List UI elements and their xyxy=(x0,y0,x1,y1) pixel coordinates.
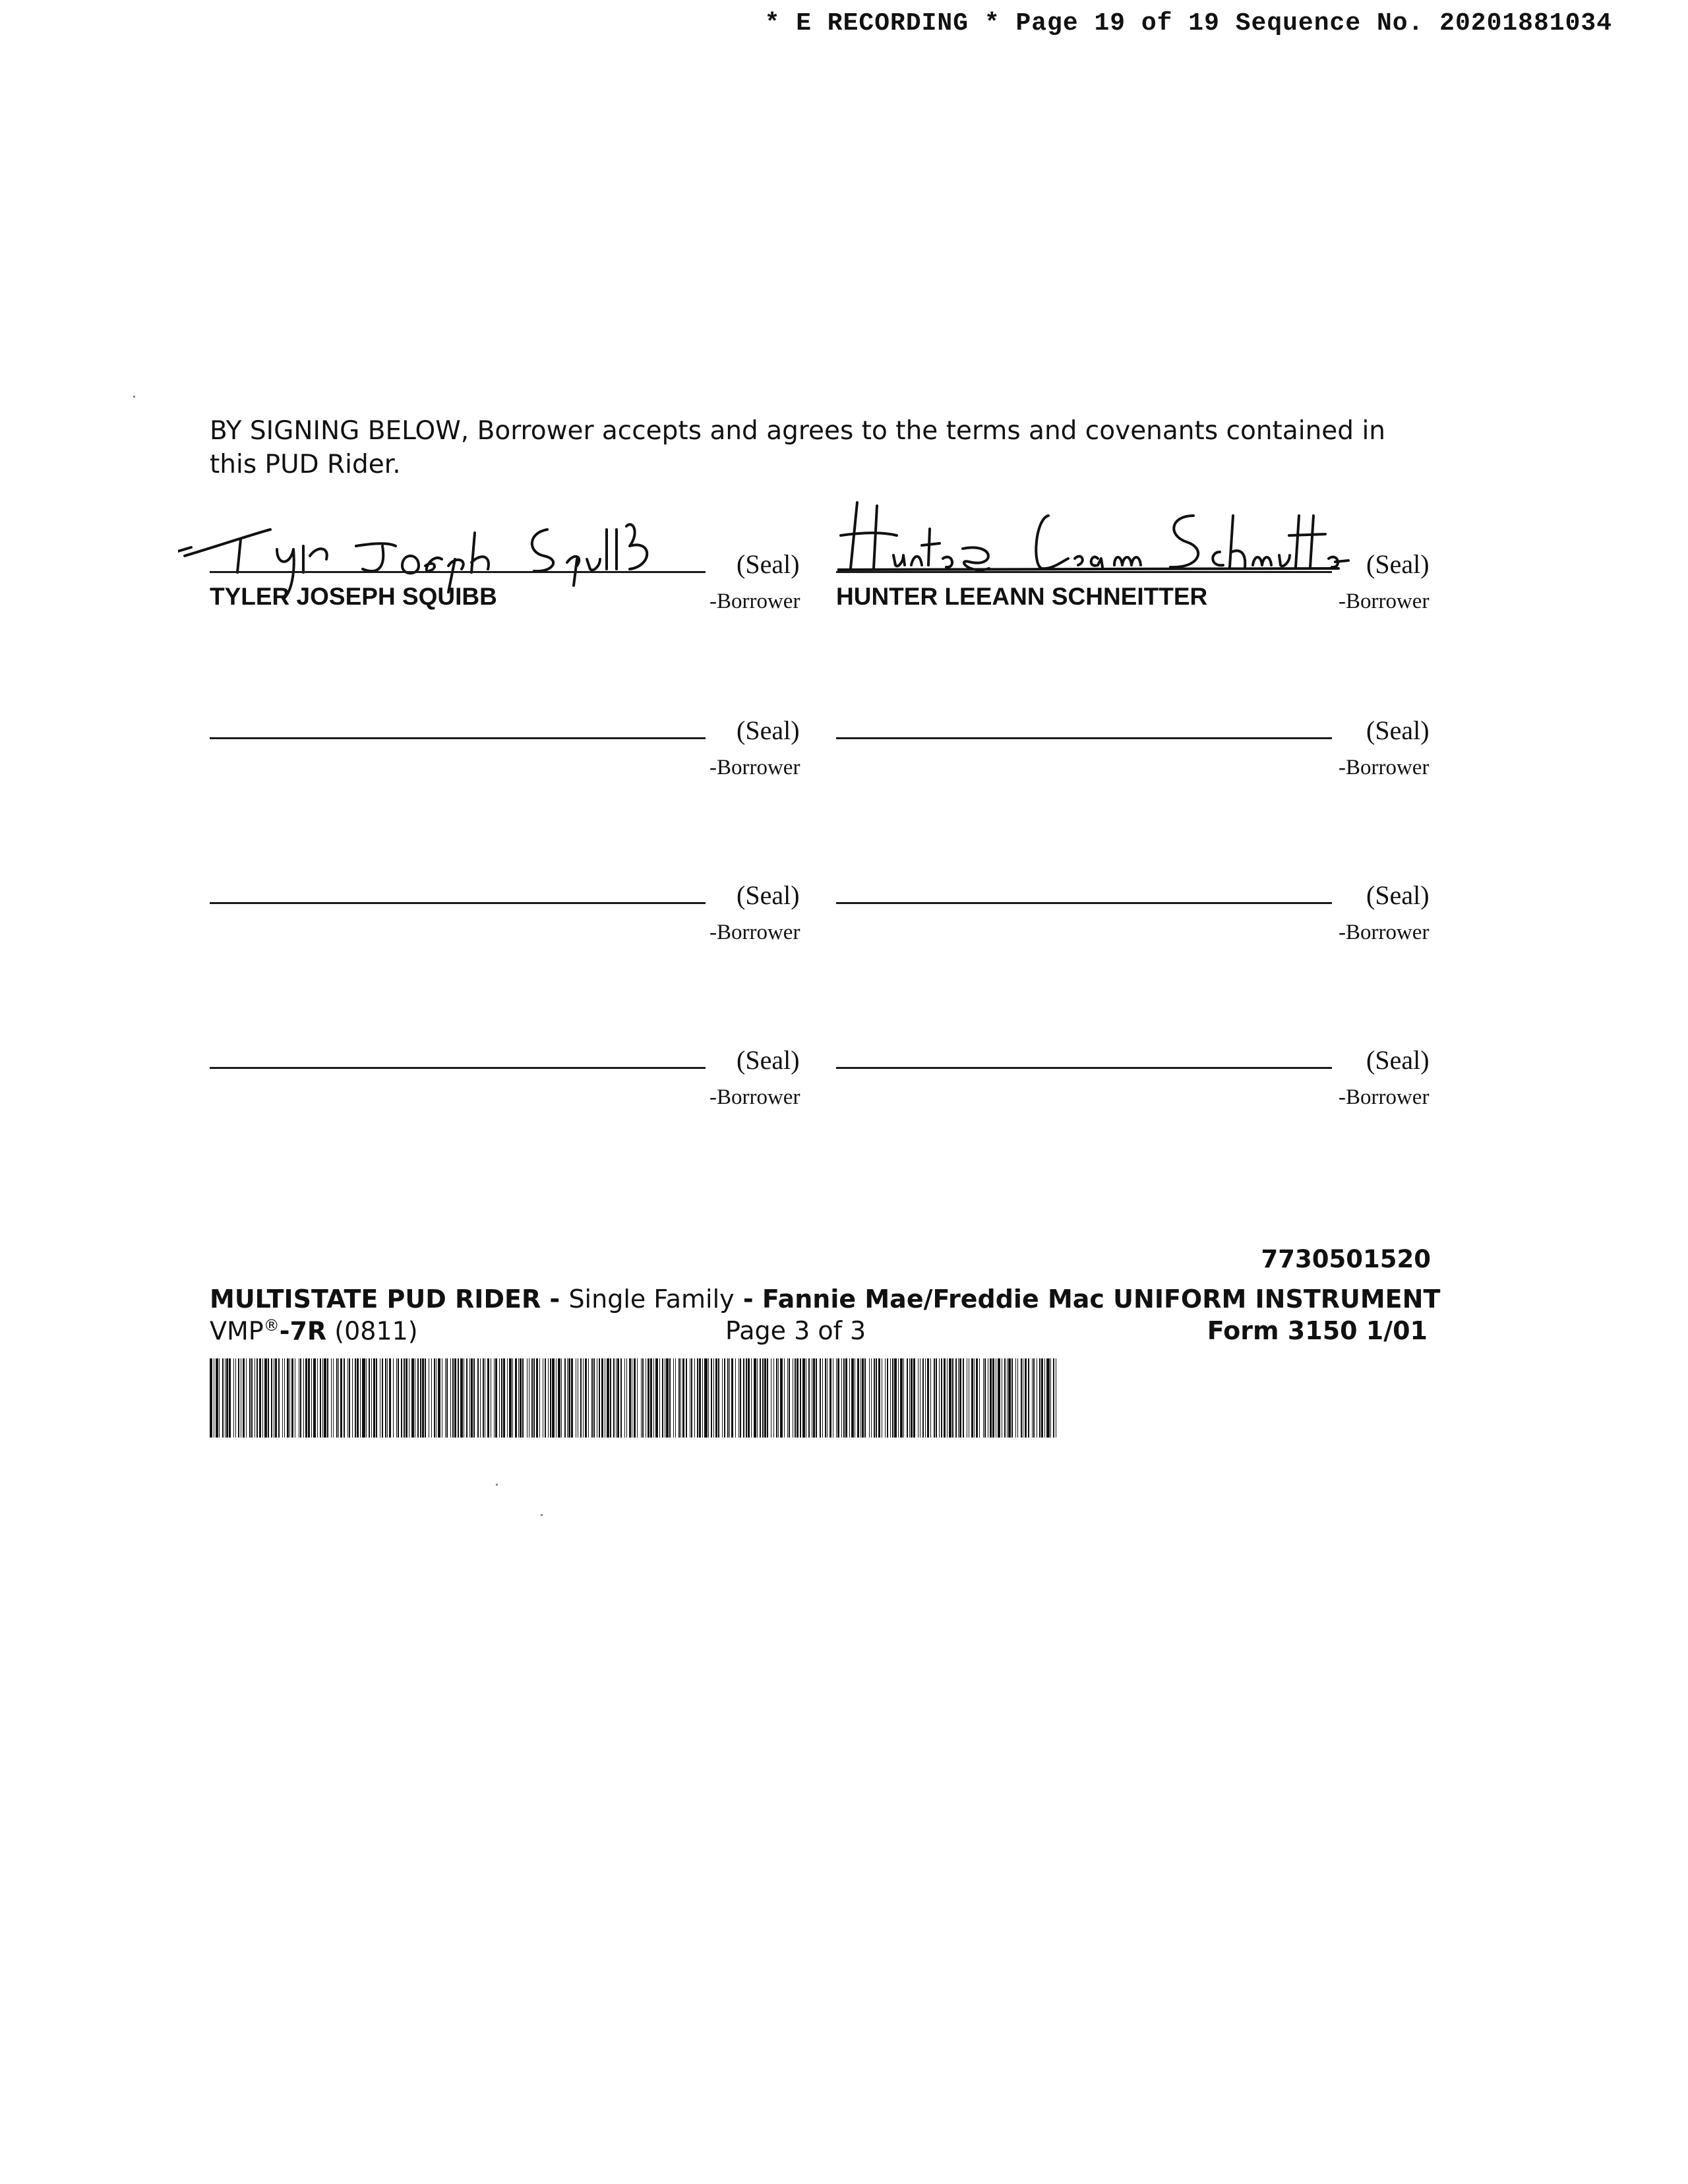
borrower-label: -Borrower xyxy=(1339,921,1430,944)
loan-number: 7730501520 xyxy=(1261,1245,1431,1273)
form-subtitle: Single Family xyxy=(568,1285,735,1314)
vmp-code xyxy=(210,1316,418,1346)
vmp-prefix: VMP xyxy=(210,1316,264,1346)
barcode-gap xyxy=(1056,1358,1057,1438)
registered-mark: ® xyxy=(263,1316,280,1335)
borrower-label: -Borrower xyxy=(1339,756,1430,779)
vmp-form-code: -7R xyxy=(279,1316,327,1346)
form-number: Form 3150 1/01 xyxy=(1207,1316,1428,1345)
page-number: Page 3 of 3 xyxy=(725,1316,866,1345)
seal-label: (Seal) xyxy=(1366,715,1430,745)
borrower-label: -Borrower xyxy=(1339,1085,1430,1109)
seal-label: (Seal) xyxy=(737,715,800,745)
borrower-label: -Borrower xyxy=(709,756,800,779)
borrower-label: -Borrower xyxy=(709,590,800,613)
blank-signature-line xyxy=(210,1067,706,1069)
form-separator: - xyxy=(734,1285,762,1314)
seal-label: (Seal) xyxy=(737,880,800,910)
seal-label: (Seal) xyxy=(737,1045,800,1075)
signer-name: TYLER JOSEPH SQUIBB xyxy=(210,583,497,610)
borrower-label: -Borrower xyxy=(709,1085,800,1109)
scan-speck xyxy=(541,1514,543,1516)
borrower-label: -Borrower xyxy=(1339,590,1430,613)
blank-signature-line xyxy=(210,902,706,904)
form-agency: Fannie Mae/Freddie Mac UNIFORM INSTRUMENT xyxy=(762,1285,1441,1314)
form-title: MULTISTATE PUD RIDER xyxy=(210,1285,541,1314)
recording-header: * E RECORDING * Page 19 of 19 Sequence No. 20201881034 xyxy=(764,9,1612,38)
signature-hunter-leeann-schneitter xyxy=(837,496,1352,582)
scan-speck xyxy=(133,396,135,398)
blank-signature-line xyxy=(210,737,706,739)
barcode xyxy=(210,1358,1057,1438)
scan-speck xyxy=(496,1484,498,1486)
seal-label: (Seal) xyxy=(737,549,800,579)
seal-label: (Seal) xyxy=(1366,549,1430,579)
seal-label: (Seal) xyxy=(1366,1045,1430,1075)
signing-statement: BY SIGNING BELOW, Borrower accepts and agrees to the terms and covenants contained in this PUD Rider. xyxy=(210,416,1385,479)
seal-label: (Seal) xyxy=(1366,880,1430,910)
signature-line-2 xyxy=(836,571,1332,573)
form-separator: - xyxy=(541,1285,569,1314)
form-title-line xyxy=(210,1285,1440,1314)
blank-signature-line xyxy=(836,737,1332,739)
signer-name: HUNTER LEEANN SCHNEITTER xyxy=(836,583,1208,610)
vmp-version: (0811) xyxy=(326,1316,418,1346)
borrower-label: -Borrower xyxy=(709,921,800,944)
blank-signature-line xyxy=(836,1067,1332,1069)
blank-signature-line xyxy=(836,902,1332,904)
signature-line-1 xyxy=(210,571,706,573)
